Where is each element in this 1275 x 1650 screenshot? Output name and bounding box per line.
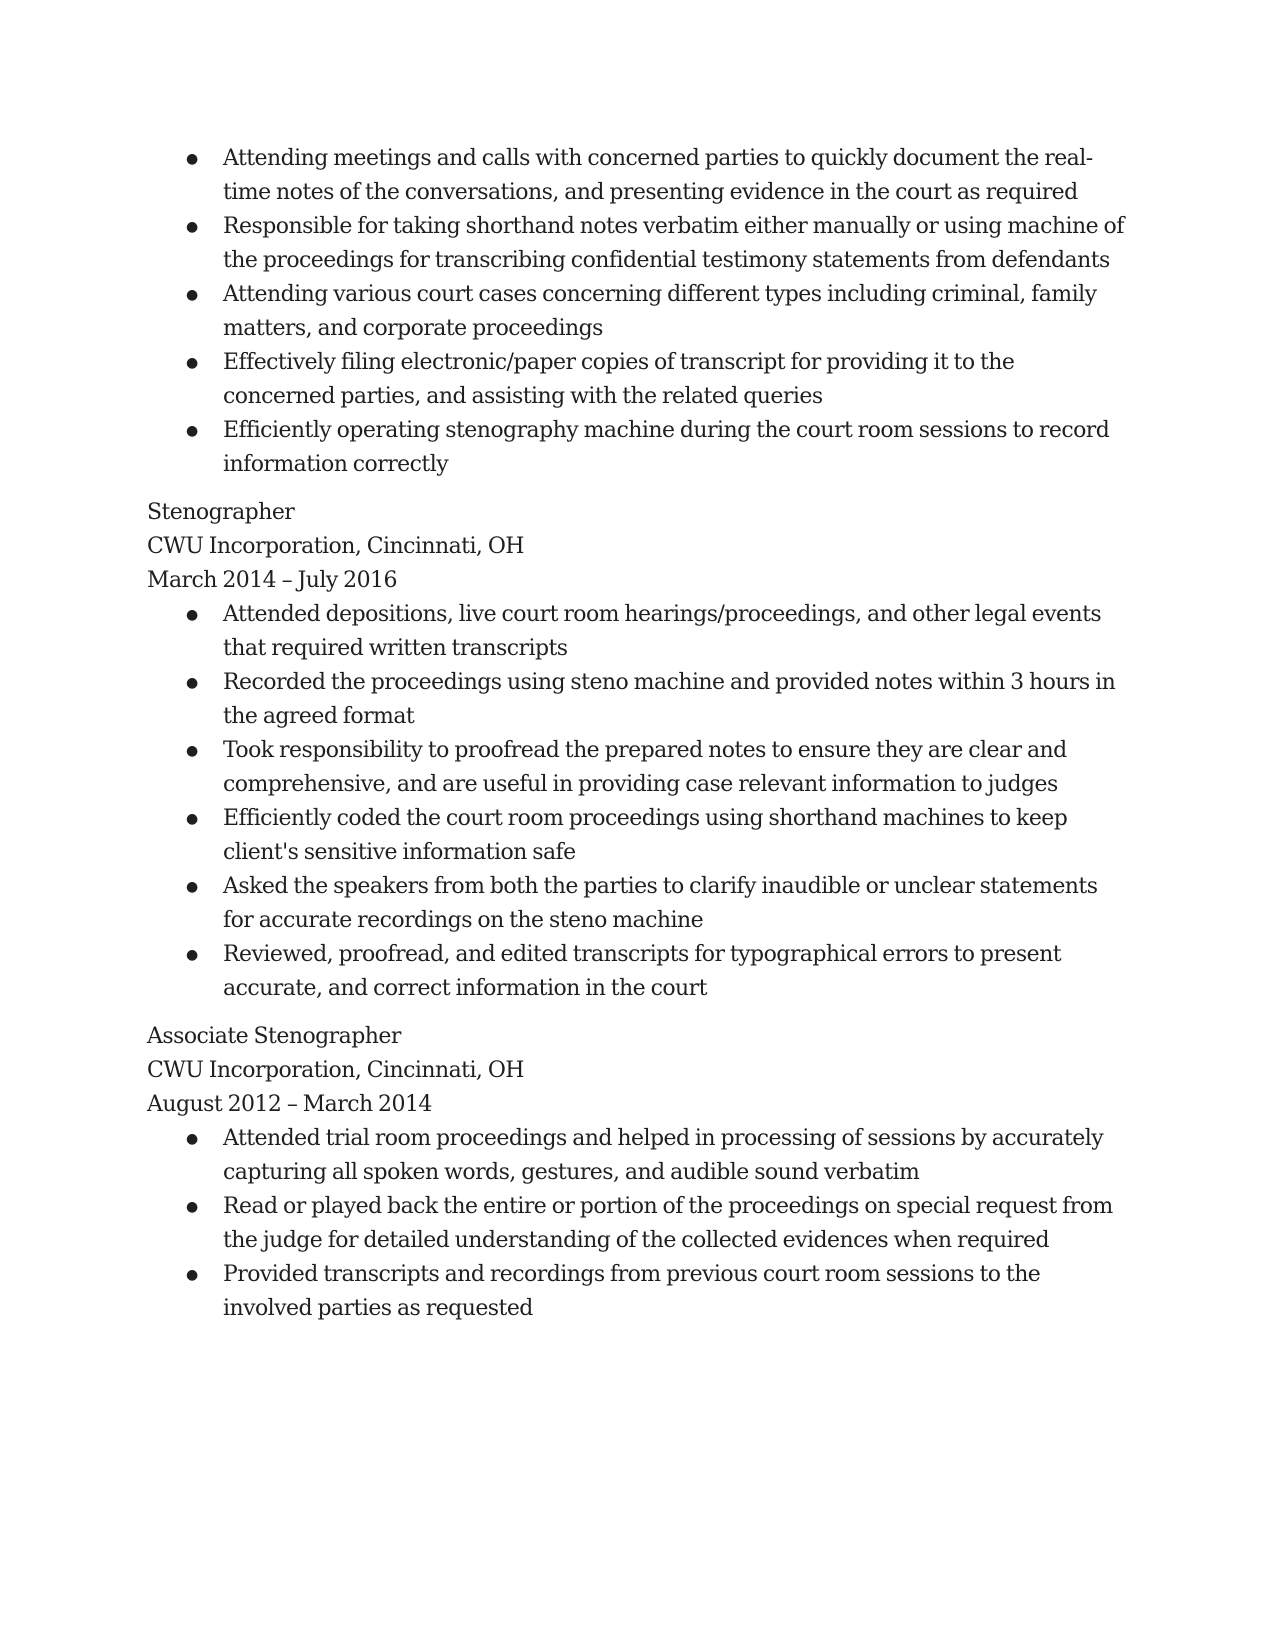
- job-bullet-list: [147, 598, 1127, 1006]
- job-title: Stenographer: [147, 500, 295, 525]
- list-item-text: Efficiently operating stenography machine during the court room sessions to record information correctly: [223, 418, 1110, 477]
- list-item-text: Attending meetings and calls with concerned parties to quickly document the real-time notes of the conversations, and presenting evidence in the court as required: [223, 146, 1093, 205]
- list-item: [186, 278, 1127, 346]
- list-item: [186, 1258, 1127, 1326]
- list-item: [186, 598, 1127, 666]
- list-item: [186, 142, 1127, 210]
- list-item: [186, 414, 1127, 482]
- job-title: Associate Stenographer: [147, 1024, 401, 1049]
- bullet-icon: ●: [186, 675, 198, 691]
- list-item-text: Recorded the proceedings using steno machine and provided notes within 3 hours in the agreed format: [223, 670, 1116, 729]
- list-item-text: Responsible for taking shorthand notes verbatim either manually or using machine of the proceedings for transcribing confidential testimony statements from defendants: [223, 214, 1124, 273]
- list-item: [186, 734, 1127, 802]
- bullet-icon: ●: [186, 1199, 198, 1215]
- list-item: [186, 1122, 1127, 1190]
- job-entry-stenographer: [147, 496, 1127, 1006]
- bullet-icon: ●: [186, 1267, 198, 1283]
- job-company: CWU Incorporation, Cincinnati, OH: [147, 534, 524, 559]
- list-item-text: Effectively filing electronic/paper copies of transcript for providing it to the concerned parties, and assisting with the related queries: [223, 350, 1015, 409]
- job-bullet-list: [147, 1122, 1127, 1326]
- list-item-text: Attended depositions, live court room hearings/proceedings, and other legal events that required written transcripts: [223, 602, 1102, 661]
- bullet-icon: ●: [186, 811, 198, 827]
- bullet-icon: ●: [186, 219, 198, 235]
- job-company: CWU Incorporation, Cincinnati, OH: [147, 1058, 524, 1083]
- list-item-text: Asked the speakers from both the parties to clarify inaudible or unclear statements for accurate recordings on the steno machine: [223, 874, 1098, 933]
- list-item-text: Attending various court cases concerning different types including criminal, family matters, and corporate proceedings: [223, 282, 1097, 341]
- list-item-text: Read or played back the entire or portion of the proceedings on special request from the judge for detailed understanding of the collected evidences when required: [223, 1194, 1113, 1253]
- list-item-text: Efficiently coded the court room proceedings using shorthand machines to keep client's sensitive information safe: [223, 806, 1068, 865]
- list-item: [186, 210, 1127, 278]
- list-item-text: Reviewed, proofread, and edited transcripts for typographical errors to present accurate, and correct information in the court: [223, 942, 1062, 1001]
- list-item: [186, 666, 1127, 734]
- bullet-icon: ●: [186, 423, 198, 439]
- resume-page: [147, 142, 1127, 1326]
- job-dates: August 2012 – March 2014: [147, 1092, 432, 1117]
- list-item: [186, 1190, 1127, 1258]
- bullet-icon: ●: [186, 355, 198, 371]
- list-item: [186, 870, 1127, 938]
- list-item: [186, 802, 1127, 870]
- list-item-text: Provided transcripts and recordings from previous court room sessions to the involved parties as requested: [223, 1262, 1041, 1321]
- list-item-text: Attended trial room proceedings and helped in processing of sessions by accurately capturing all spoken words, gestures, and audible sound verbatim: [223, 1126, 1104, 1185]
- list-item: [186, 346, 1127, 414]
- bullet-icon: ●: [186, 607, 198, 623]
- job-dates: March 2014 – July 2016: [147, 568, 397, 593]
- intro-bullet-list: [147, 142, 1127, 482]
- job-entry-associate-stenographer: [147, 1020, 1127, 1326]
- bullet-icon: ●: [186, 1131, 198, 1147]
- bullet-icon: ●: [186, 287, 198, 303]
- bullet-icon: ●: [186, 947, 198, 963]
- list-item-text: Took responsibility to proofread the prepared notes to ensure they are clear and comprehensive, and are useful in providing case relevant information to judges: [223, 738, 1067, 797]
- list-item: [186, 938, 1127, 1006]
- bullet-icon: ●: [186, 879, 198, 895]
- bullet-icon: ●: [186, 743, 198, 759]
- bullet-icon: ●: [186, 151, 198, 167]
